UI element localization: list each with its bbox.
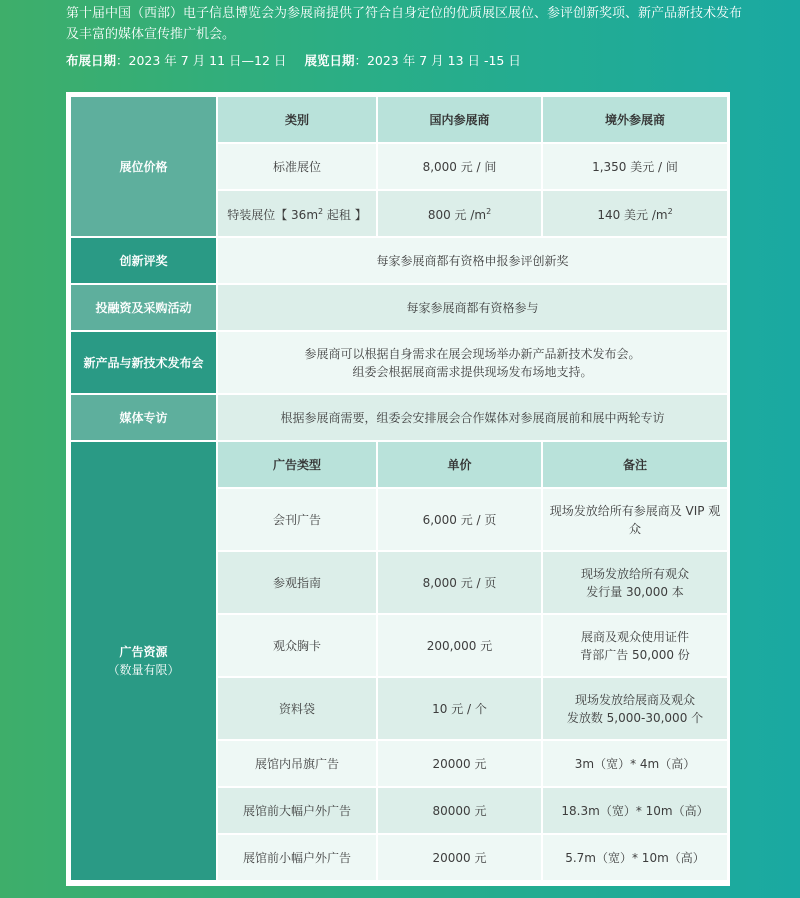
participation-table [69,95,729,882]
product-launch-text [217,331,728,394]
product-launch-line: 参展商可以根据自身需求在展会现场举办新产品新技术发布会。 [304,346,641,361]
media-interview-text: 根据参展商需要，组委会安排展会合作媒体对参展商展前和展中两轮专访 [217,394,728,441]
ad-type-cell: 会刊广告 [217,488,377,551]
booth-overseas-price: 140 美元 $/m^2$ [542,190,728,237]
ad-price-cell: 10 元 / 个 [377,677,542,740]
ad-note-cell: 现场发放给展商及观众 发放数 5,000-30,000 个 [542,677,728,740]
ads-header-note: 备注 [542,441,728,488]
ad-note-cell: 现场发放给所有观众 发行量 30,000 本 [542,551,728,614]
booth-domestic-price: 8,000 元 / 间 [377,143,542,190]
ads-header-type: 广告类型 [217,441,377,488]
ad-note-cell: 5.7m（宽）* 10m（高） [542,834,728,881]
exhibition-dates [66,52,521,70]
ads-header-price: 单价 [377,441,542,488]
section-investment-procurement: 投融资及采购活动 [70,284,217,331]
ad-price-cell: 20000 元 [377,834,542,881]
ad-price-cell: 80000 元 [377,787,542,834]
booth-domestic-price: 800 元 $/m^2$ [377,190,542,237]
booth-header-domestic: 国内参展商 [377,96,542,143]
product-launch-line: 组委会根据展商需求提供现场发布场地支持。 [352,364,593,379]
section-product-launch: 新产品与新技术发布会 [70,331,217,394]
ad-resources-title: 广告资源 [119,645,168,659]
ad-note-cell: 现场发放给所有参展商及 VIP 观 众 [542,488,728,551]
intro-paragraph: 第十届中国（西部）电子信息博览会为参展商提供了符合自身定位的优质展区展位、参评创新奖项、新产品新技术发布及丰富的媒体宣传推广机会。 [66,6,743,42]
ad-price-cell: 20000 元 [377,740,542,787]
ad-note-cell: 展商及观众使用证件 背部广告 50,000 份 [542,614,728,677]
ad-type-cell: 展馆前小幅户外广告 [217,834,377,881]
ad-type-cell: 展馆内吊旗广告 [217,740,377,787]
ad-note-cell: 3m（宽）* 4m（高） [542,740,728,787]
ad-note-cell: 18.3m（宽）* 10m（高） [542,787,728,834]
booth-type-cell: 标准展位 [217,143,377,190]
section-ad-resources [70,441,217,881]
investment-procurement-text: 每家参展商都有资格参与 [217,284,728,331]
ad-price-cell: 8,000 元 / 页 [377,551,542,614]
booth-type-cell: 特装展位【 $36m^2$ 起租 】 [217,190,377,237]
booth-overseas-price: 1,350 美元 / 间 [542,143,728,190]
show-date-label: 展览日期 [304,53,355,68]
innovation-award-text: 每家参展商都有资格申报参评创新奖 [217,237,728,284]
booth-header-overseas: 境外参展商 [542,96,728,143]
ad-resources-subtitle: （数量有限） [107,663,180,677]
section-media-interview: 媒体专访 [70,394,217,441]
setup-date-value: ：2023 年 7 月 11 日—12 日 [116,53,287,68]
ad-type-cell: 参观指南 [217,551,377,614]
ad-type-cell: 观众胸卡 [217,614,377,677]
booth-header-type: 类别 [217,96,377,143]
setup-date-label: 布展日期 [66,53,117,68]
ad-type-cell: 资料袋 [217,677,377,740]
ad-type-cell: 展馆前大幅户外广告 [217,787,377,834]
ad-price-cell: 6,000 元 / 页 [377,488,542,551]
section-booth-price: 展位价格 [70,96,217,237]
show-date-value: ：2023 年 7 月 13 日 -15 日 [354,53,521,68]
section-innovation-award: 创新评奖 [70,237,217,284]
participation-table-card [66,92,730,886]
ad-price-cell: 200,000 元 [377,614,542,677]
